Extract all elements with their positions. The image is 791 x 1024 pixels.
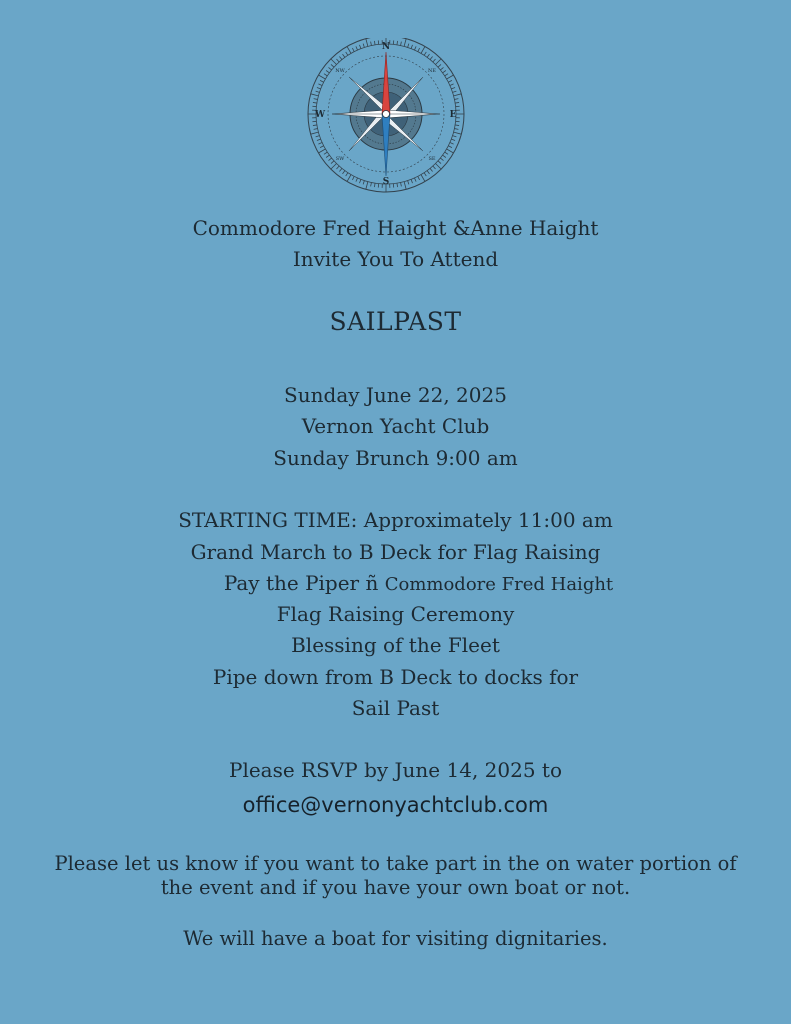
host-line-2: Invite You To Attend (292, 247, 499, 271)
compass-label-n: N (381, 42, 391, 52)
note-line-2: the event and if you have your own boat or not. (160, 876, 631, 899)
rsvp-email[interactable]: office@vernonyachtclub.com (242, 793, 549, 817)
note-line-1: Please let us know if you want to take part in the on water portion of (54, 852, 737, 875)
compass-label-w: W (314, 110, 326, 120)
sail-past: Sail Past (351, 696, 440, 720)
compass-label-se: SE (428, 156, 436, 162)
note-line-3: We will have a boat for visiting dignitaries. (183, 927, 608, 950)
pipe-down: Pipe down from B Deck to docks for (212, 665, 579, 689)
flag-raising: Flag Raising Ceremony (276, 602, 515, 626)
event-title: SAILPAST (329, 307, 462, 336)
blessing-of-fleet: Blessing of the Fleet (291, 633, 500, 657)
compass-rose-icon (298, 38, 474, 202)
piper-text: Pay the Piper ñ (223, 571, 385, 595)
grand-march: Grand March to B Deck for Flag Raising (190, 540, 601, 564)
rsvp-line: Please RSVP by June 14, 2025 to (228, 758, 563, 782)
compass-label-s: S (382, 177, 390, 187)
compass-label-nw: NW (335, 68, 345, 74)
host-line-1: Commodore Fred Haight &Anne Haight (192, 216, 599, 240)
compass-label-e: E (449, 110, 457, 120)
compass-label-ne: NE (427, 68, 437, 74)
compass-label-sw: SW (335, 156, 345, 162)
starting-time: STARTING TIME: Approximately 11:00 am (178, 508, 613, 532)
event-brunch: Sunday Brunch 9:00 am (273, 446, 518, 470)
pay-the-piper (0, 571, 791, 597)
event-venue: Vernon Yacht Club (301, 414, 490, 438)
piper-name: Commodore Fred Haight (384, 574, 614, 595)
event-date: Sunday June 22, 2025 (284, 383, 507, 407)
